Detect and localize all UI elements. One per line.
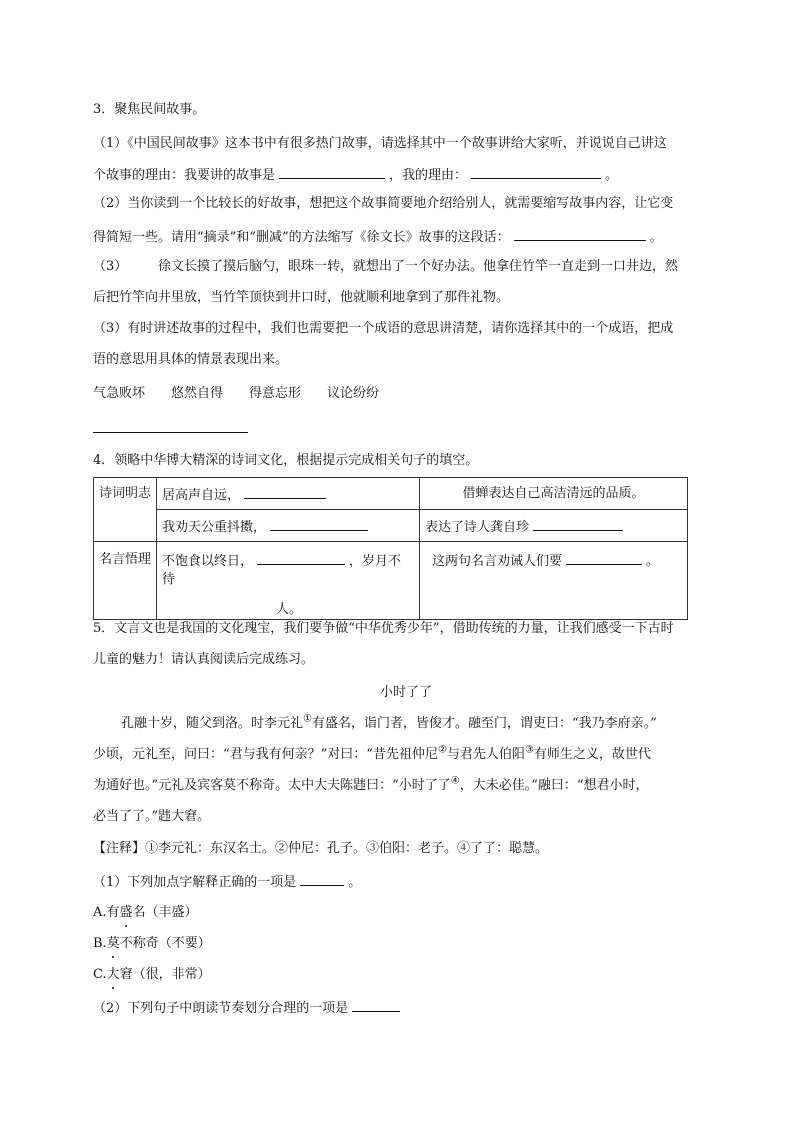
table-cell [157,542,420,620]
q3-p3-label: （3） [93,259,128,274]
q3-story-blank[interactable] [279,165,385,179]
idiom-item[interactable]: 悠然自得 [171,386,224,401]
q3-p3-line2: 后把竹竿向井里放，当竹竿顶快到井口时，他就顺利地拿到了那件礼物。 [93,290,510,305]
passage-line-1 [121,715,657,733]
q4-title: 4．领略中华博大精深的诗词文化，根据提示完成相关句子的填空。 [93,453,479,468]
q4-blank-2[interactable] [270,517,368,531]
q3-p2-line1: （2）当你读到一个比较长的好故事，想把这个故事简要地介绍给别人，就需要缩写故事内容，让它变 [93,196,674,211]
idiom-item[interactable]: 得意忘形 [249,386,302,401]
option-text: B. [93,936,107,951]
table-category-proverb: 名言悟理 [94,542,157,620]
q5-sub1-blank[interactable] [300,872,344,886]
table-cell [420,542,688,620]
q3-p2-text-b: 。 [649,230,663,245]
q3-p1-line1: （1）《中国民间故事》这本书中有很多热门故事，请选择其中一个故事讲给大家听，并说说自己讲这 [93,136,667,151]
sub-question-text: （2）下列句子中朗读节奏划分合理的一项是 [93,1001,349,1016]
passage-text: ，大未必佳。”融曰：“想君小时， [459,778,649,793]
q4-blank-5[interactable] [566,551,642,565]
sub-question-text: 。 [348,875,362,890]
q3-reason-blank[interactable] [471,165,601,179]
sub-question-text: （1）下列加点字解释正确的一项是 [93,875,297,890]
passage-line-4: 必当了了。”韪大窘。 [93,809,211,824]
q4-blank-1[interactable] [244,485,326,499]
cell-text: 这两句名言劝诫人们要 [432,554,563,569]
footnote-marker: ① [303,713,312,725]
poetry-table [93,477,688,620]
cell-text: 表达了诗人龚自珍 [425,520,530,535]
q3-p3-line1: 徐文长摸了摸后脑勺，眼珠一转，就想出了一个好办法。他拿住竹竿一直走到一口井边，然 [158,259,679,274]
q3-p1-text-a: 个故事的理由：我要讲的故事是 [93,168,276,183]
cell-text: 人。 [276,602,303,617]
passage-text: 孔融十岁，随父到洛。时李元礼 [121,716,304,731]
table-cell: 借蝉表达自己高洁清远的品质。 [420,478,688,510]
idiom-item[interactable]: 议论纷纷 [327,386,380,401]
q3-p1-text-b: ，我的理由： [389,168,468,183]
passage-text: 为通好也。”元礼及宾客莫不称奇。太中大夫陈韪曰：“小时了了 [93,778,451,793]
q4-blank-4[interactable] [257,551,345,565]
option-text: A.有 [93,905,120,920]
passage-notes: 【注释】①李元礼：东汉名士。②仲尼：孔子。③伯阳：老子。④了了：聪慧。 [93,841,549,856]
cell-text: 居高声自远， [162,488,241,503]
emphasis-char: 莫 [106,936,120,951]
option-b[interactable] [93,935,211,953]
q3-p4-line1: （3）有时讲述故事的过程中，我们也需要把一个成语的意思讲清楚，请你选择其中的一个成语，把成 [93,321,674,336]
q3-p2-text-a: 得简短一些。请用“摘录”和“删减”的方法缩写《徐文长》故事的这段话： [93,230,510,245]
cell-text: 不饱食以终日， [162,554,254,569]
q5-title-line2: 儿童的魅力！请认真阅读后完成练习。 [93,652,315,667]
cell-text: 。 [646,554,660,569]
q3-idiom-answer-blank[interactable] [93,432,248,433]
option-c[interactable] [93,966,211,984]
q3-title: 3．聚焦民间故事。 [93,102,206,117]
option-text: 名（丰盛） [132,905,198,920]
option-text: 窘（很，非常） [119,967,211,982]
footnote-marker: ④ [450,775,460,787]
q3-p2-line2 [93,227,663,247]
footnote-marker: ③ [524,744,534,756]
q5-sub2 [93,998,404,1018]
emphasis-char: 大 [106,967,120,982]
option-text: C. [93,967,107,982]
footnote-marker: ② [437,744,447,756]
table-category-poem: 诗词明志 [94,478,157,542]
passage-text: 与君先人伯阳 [446,747,525,762]
passage-line-2 [93,746,651,764]
table-cell [420,510,688,542]
table-cell [157,510,420,542]
idiom-item[interactable]: 气急败坏 [93,386,146,401]
table-cell [157,478,420,510]
passage-text: 有师生之义，故世代 [533,747,651,762]
q3-p4-line2: 语的意思用具体的情景表现出来。 [93,352,289,367]
passage-text: 有盛名，诣门者，皆俊才。融至门，谓吏曰：“我乃李府亲。” [311,716,657,731]
q3-summary-blank[interactable] [514,227,646,241]
q5-sub1 [93,872,361,892]
passage-title: 小时了了 [380,685,433,700]
q5-title-line1: 5．文言文也是我国的文化瑰宝，我们要争做“中华优秀少年”，借助传统的力量，让我们感受一下古时 [93,621,674,636]
q3-p1-line2 [93,165,618,185]
passage-line-3 [93,777,649,795]
emphasis-char: 盛 [119,905,133,920]
q3-idiom-list [93,385,405,403]
cell-text: ，岁月不待 [162,554,402,587]
passage-text: 少顷，元礼至，问曰：“君与我有何亲？”对曰：“昔先祖仲尼 [93,747,438,762]
option-a[interactable] [93,904,198,922]
q3-p1-text-c: 。 [605,168,619,183]
q5-sub2-blank[interactable] [352,998,400,1012]
cell-text: 我劝天公重抖擞， [162,520,267,535]
option-text: 不称奇（不要） [119,936,211,951]
q4-blank-3[interactable] [533,517,623,531]
